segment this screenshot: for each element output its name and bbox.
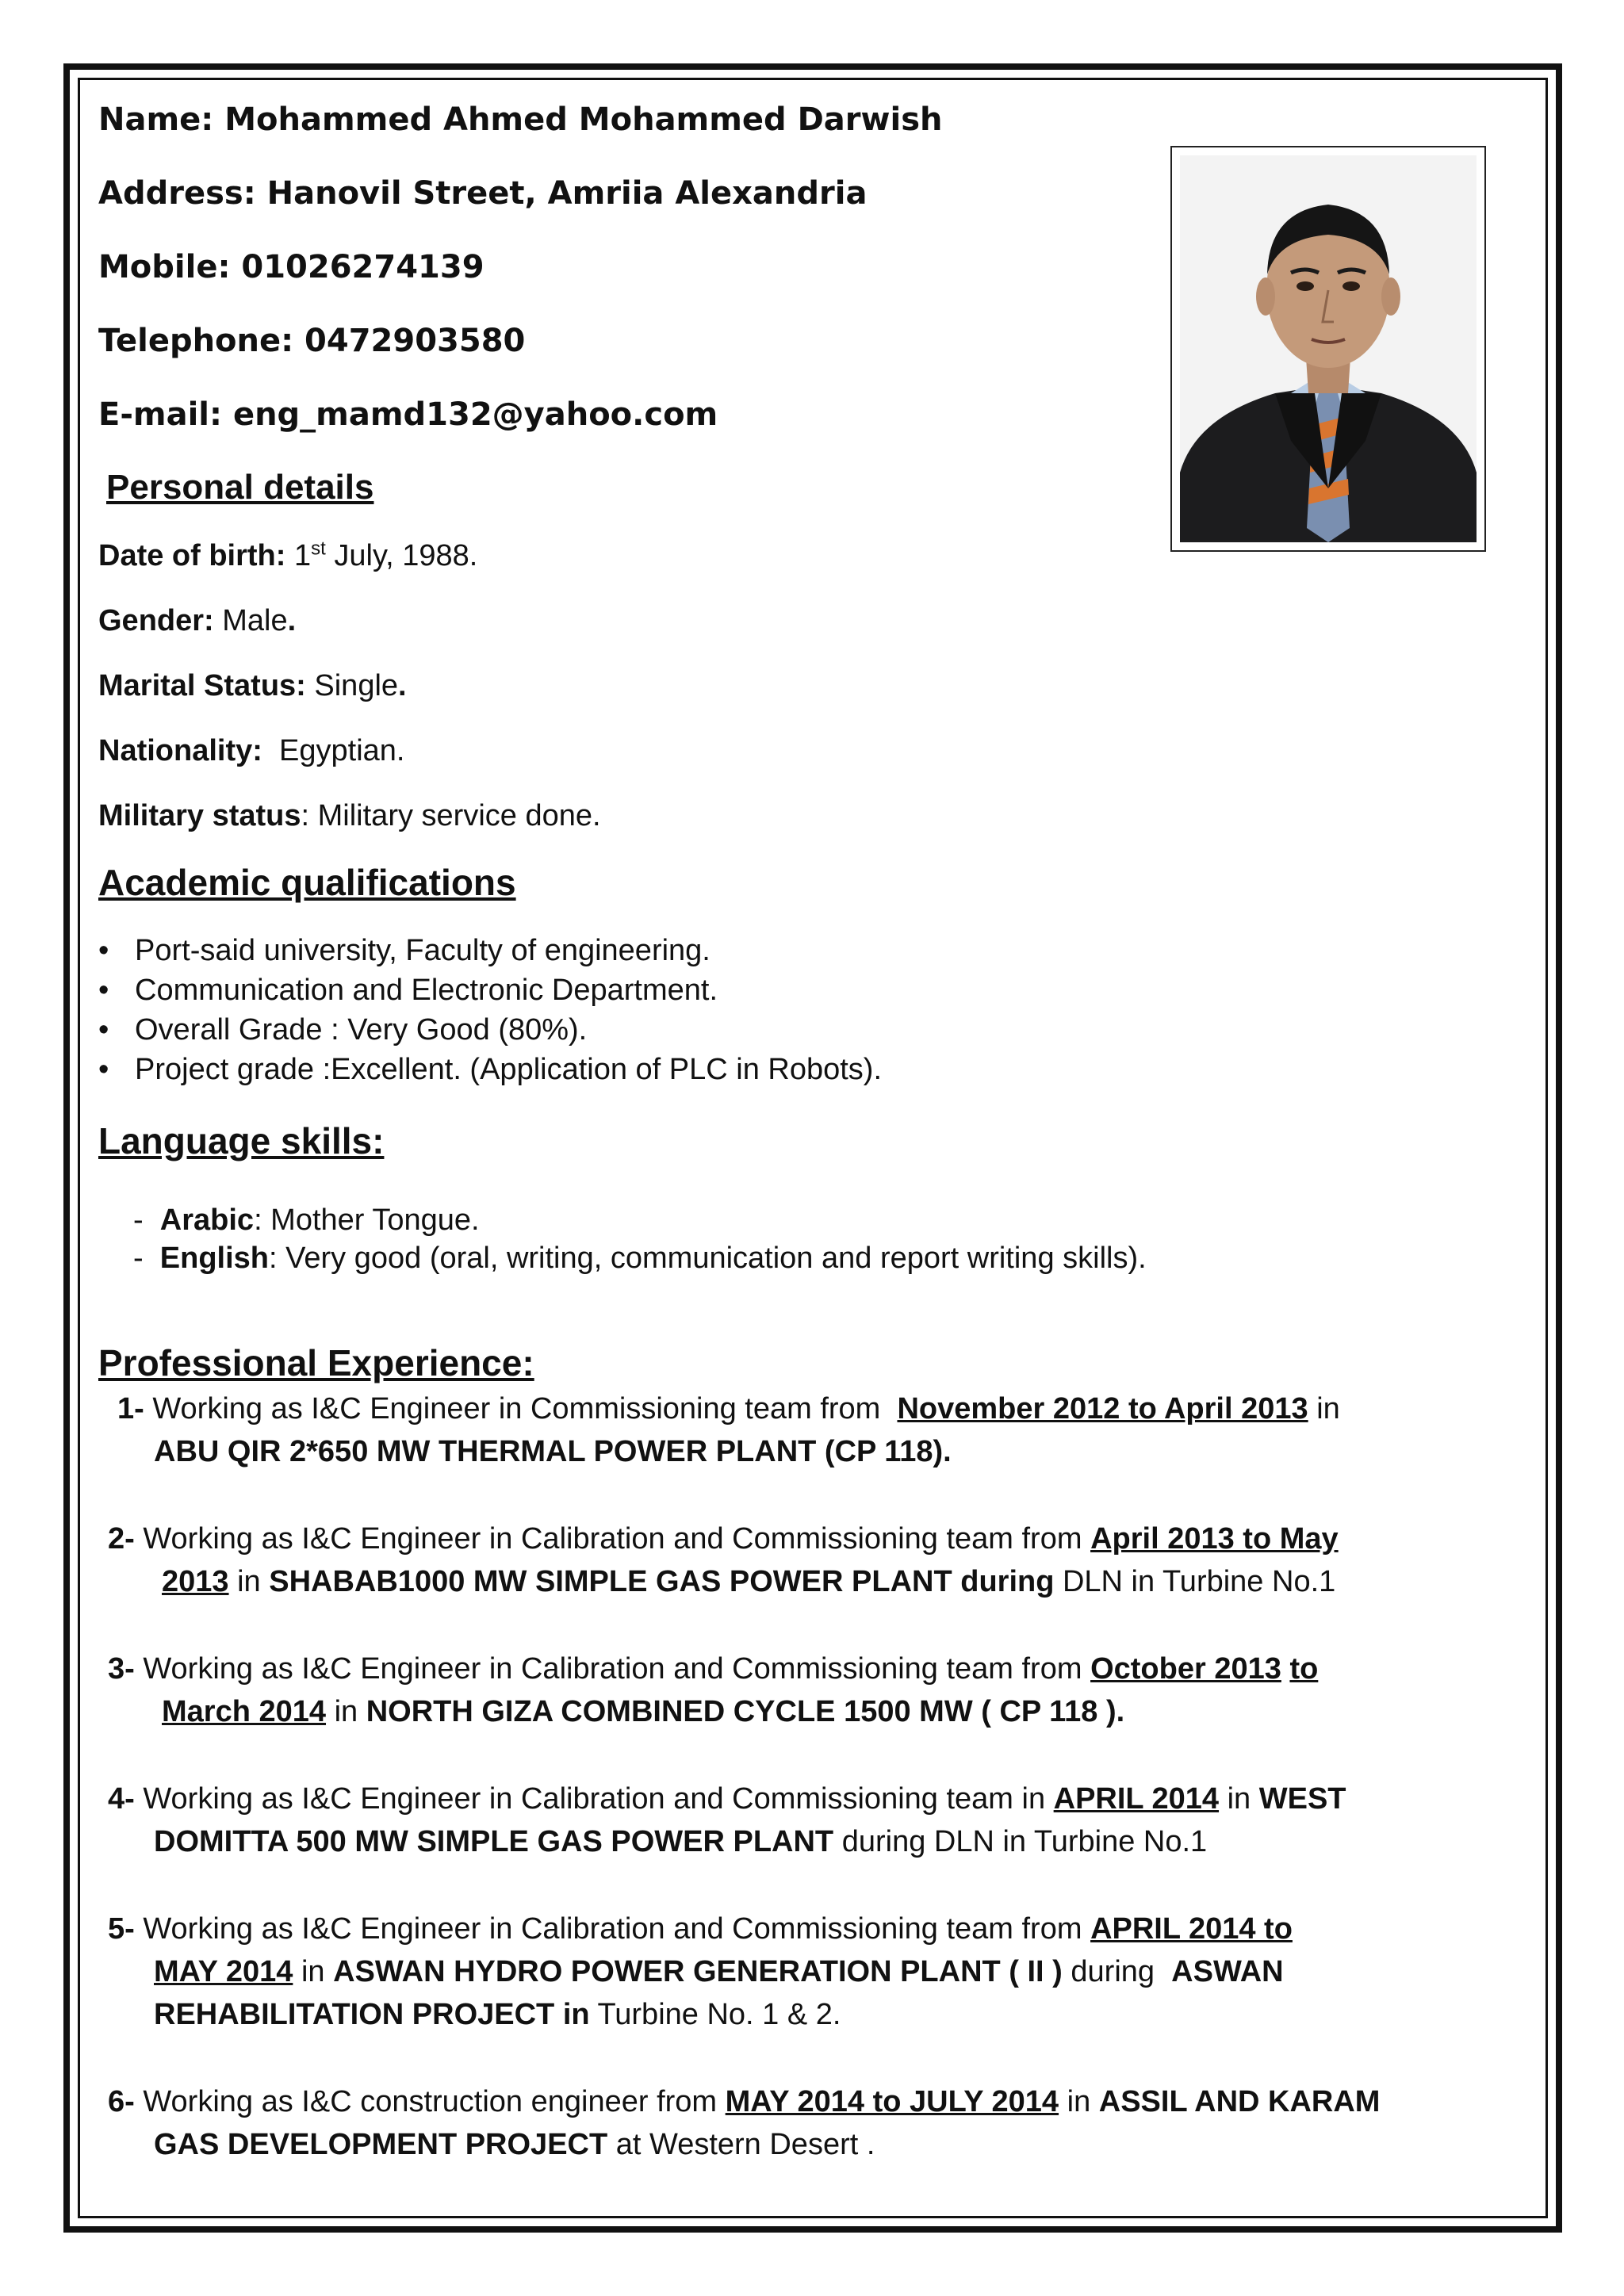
marital-period: .: [398, 669, 407, 702]
gender-value: Male: [222, 604, 288, 637]
military-value: : Military service done.: [301, 799, 601, 832]
gender-label: Gender:: [98, 604, 214, 637]
experience-1-line1: 1- Working as I&C Engineer in Commissioning team from November 2012 to April 2013 in: [117, 1392, 1340, 1425]
experience-2-line2: 2013 in SHABAB1000 MW SIMPLE GAS POWER PLANT during DLN in Turbine No.1: [162, 1565, 1336, 1598]
bullet-icon: •: [98, 1053, 109, 1086]
academic-title: Academic qualifications: [98, 862, 516, 903]
arabic-value: : Mother Tongue.: [254, 1203, 480, 1237]
nationality-label: Nationality:: [98, 734, 262, 767]
bullet-icon: •: [98, 1013, 109, 1047]
person-portrait-icon: [1180, 155, 1477, 542]
bullet-icon: •: [98, 974, 109, 1007]
marital-label: Marital Status:: [98, 669, 306, 702]
experience-3-line2: March 2014 in NORTH GIZA COMBINED CYCLE 1500 MW ( CP 118 ).: [162, 1695, 1125, 1728]
english-value: : Very good (oral, writing, communication and report writing skills).: [269, 1242, 1147, 1275]
personal-details-title: Personal details: [106, 468, 374, 507]
marital-value: Single: [314, 669, 399, 702]
experience-title: Professional Experience:: [98, 1342, 534, 1383]
experience-4-line1: 4- Working as I&C Engineer in Calibration and Commissioning team in APRIL 2014 in WEST: [108, 1782, 1346, 1816]
experience-6-line2: GAS DEVELOPMENT PROJECT at Western Desert .: [154, 2128, 875, 2161]
language-arabic: - Arabic: Mother Tongue.: [133, 1203, 480, 1237]
dob-day: 1: [294, 539, 312, 572]
experience-2-line1: 2- Working as I&C Engineer in Calibration and Commissioning team from April 2013 to May: [108, 1522, 1339, 1556]
dob-suffix: st: [311, 538, 326, 560]
dob-row: [98, 538, 477, 574]
military-label: Military status: [98, 799, 301, 832]
experience-4-line2: DOMITTA 500 MW SIMPLE GAS POWER PLANT during DLN in Turbine No.1: [154, 1825, 1208, 1858]
language-english: - English: Very good (oral, writing, communication and report writing skills).: [133, 1242, 1147, 1275]
nationality-value: Egyptian.: [279, 734, 405, 767]
gender-row: [98, 603, 296, 639]
gender-period: .: [287, 604, 297, 637]
marital-row: [98, 668, 407, 704]
experience-6-line1: 6- Working as I&C construction engineer from MAY 2014 to JULY 2014 in ASSIL AND KARAM: [108, 2085, 1381, 2118]
bullet-icon: •: [98, 934, 109, 967]
experience-1-line2: ABU QIR 2*650 MW THERMAL POWER PLANT (CP 118).: [154, 1435, 952, 1468]
arabic-label: Arabic: [159, 1203, 255, 1237]
dob-label: Date of birth:: [98, 539, 286, 572]
experience-5-line3: REHABILITATION PROJECT in Turbine No. 1 & 2.: [154, 1998, 841, 2031]
contact-mobile: Mobile: 01026274139: [98, 249, 485, 285]
dob-rest: July, 1988.: [334, 539, 478, 572]
military-row: [98, 798, 601, 834]
language-title: Language skills:: [98, 1120, 385, 1161]
nationality-row: [98, 733, 404, 769]
contact-email: E-mail: eng_mamd132@yahoo.com: [98, 396, 718, 433]
profile-photo: [1170, 146, 1486, 552]
contact-name: Name: Mohammed Ahmed Mohammed Darwish: [98, 101, 943, 138]
experience-5-line2: MAY 2014 in ASWAN HYDRO POWER GENERATION PLANT ( II ) during ASWAN: [154, 1955, 1284, 1988]
english-label: English: [159, 1242, 270, 1275]
contact-address: Address: Hanovil Street, Amriia Alexandria: [98, 175, 868, 212]
experience-5-line1: 5- Working as I&C Engineer in Calibration and Commissioning team from APRIL 2014 to: [108, 1912, 1293, 1946]
contact-telephone: Telephone: 0472903580: [98, 323, 526, 359]
experience-3-line1: 3- Working as I&C Engineer in Calibration and Commissioning team from October 2013 to: [108, 1652, 1319, 1686]
